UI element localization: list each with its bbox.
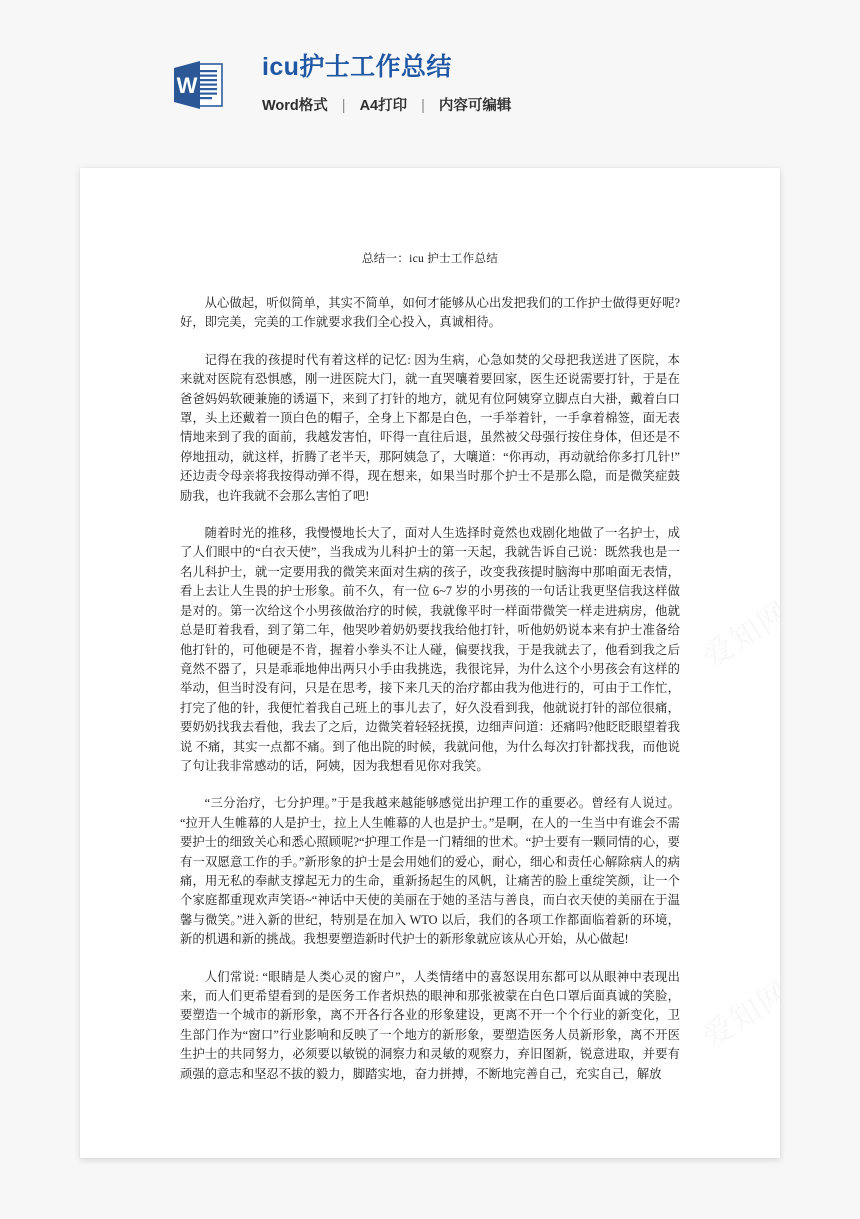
paragraph: 人们常说: “眼睛是人类心灵的窗户”，人类情绪中的喜怒误用东都可以从眼神中表现出来，而人们更希望看到的是医务工作者炽热的眼神和那张被蒙在白色口罩后面真诚的笑脸，要塑造一个城市的新形象，离不开各行各业的形象建设，更离不开一个个行业的新变化，卫生部门作为“窗口”行业影响和反映了一个地方的新形象，要塑造医务人员新形象，离不开医生护士的共同努力，必须要以敏锐的洞察力和灵敏的观察力，弃旧图新，锐意进取，并要有顽强的意志和坚忍不拔的毅力，脚踏实地，奋力拼搏，不断地完善自己，充实自己，解放 [180, 969, 680, 1081]
page-body [80, 168, 780, 1158]
meta-separator-2: | [421, 98, 425, 114]
page-title: icu护士工作总结 [262, 53, 452, 81]
document-page [80, 168, 780, 1158]
paragraph: 记得在我的孩提时代有着这样的记忆: 因为生病，心急如焚的父母把我送进了医院，本来就对医院有恐惧感，刚一进医院大门，就一直哭嚷着要回家，医生还说需要打针，于是在爸爸妈妈软硬兼施的诱逼下，来到了打针的地方，就见有位阿姨穿立脚点白大褂，戴着白口罩，头上还戴着一顶白色的帽子，全身上下都是白色，一手举着针，一手拿着棉签，面无表情地来到了我的面前，我越发害怕，吓得一直往后退，虽然被父母强行按住身体，但还是不停地扭动，就这样，折腾了老半天，那阿姨急了，大嚷道：“你再动，再动就给你多打几针!”还边责令母亲将我按得动弹不得，现在想来，如果当时那个护士不是那么隐，而是微笑症鼓励我，也许我就不会那么害怕了吧! [180, 352, 680, 503]
meta-separator-1: | [341, 98, 346, 114]
meta-print: A4打印 [359, 98, 408, 114]
header-text-block [262, 52, 511, 116]
watermark-secondary [693, 968, 780, 1056]
paragraph: 随着时光的推移，我慢慢地长大了，面对人生选择时竟然也戏剧化地做了一名护士，成了人们眼中的“白衣天使”，当我成为儿科护士的第一天起，我就告诉自己说：既然我也是一名儿科护士，就一定要用我的微笑来面对生病的孩子，改变我孩提时脑海中那咱面无表情，看上去让人生畏的护士形象。前不久，有一位 6~7 岁的小男孩的一句话让我更坚信我这样做是对的。第一次给这个小男孩做治疗的时候，我就像平时一样面带微笑一样走进病房，他就总是盯着我看，到了第二年，他哭吵着奶奶要找我给他打针，听他奶奶说本来有护士准备给他打针的，可他硬是不肯，握着小拳头不让人碰，偏要找我，于是我就去了，他看到我之后竟然不器了，只是乖乖地伸出两只小手由我挑选，我很诧异，为什么这个小男孩会有这样的举动，但当时没有问，只是在思考，接下来几天的治疗都由我为他进行的，可由于工作忙，打完了他的针，我便忙着我自己班上的事儿去了，好久没看到我，他就说打针的部位很痛，要奶奶找我去看他，我去了之后，边微笑着轻轻抚摸，边细声问道：还痛吗?他眨眨眼望着我说 不痛，其实一点都不痛。到了他出院的时候，我就问他，为什么每次打针都找我，而他说了句让我非常感动的话，阿姨，因为我想看见你对我笑。 [180, 526, 680, 773]
word-document-icon [168, 54, 230, 116]
document-header [0, 0, 860, 168]
document-content [180, 250, 680, 1084]
header-inner [168, 52, 511, 116]
meta-format: Word格式 [262, 98, 328, 114]
paragraph: “三分治疗，七分护理。”于是我越来越能够感觉出护理工作的重要必。曾经有人说过。“拉开人生帷幕的人是护士，拉上人生帷幕的人也是护士。”是啊，在人的一生当中有谁会不需要护士的细致关心和悉心照顾呢?“护理工作是一门精细的世术。“护士要有一颗同情的心，要有一双愿意工作的手。”新形象的护士是会用她们的爱心，耐心，细心和责任心解除病人的病痛，用无私的奉献支撑起无力的生命，重新扬起生的风帆，让痛苦的脸上重绽笑颜，让一个个家庭都重现欢声笑语~“神话中天使的美丽在于她的圣洁与善良，而白衣天使的美丽在于温馨与微笑。”进入新的世纪，特别是在加入 WTO 以后，我们的各项工作都面临着新的环境，新的机遇和新的挑战。我想要塑造新时代护士的新形象就应该从心开始，从心做起! [180, 796, 680, 947]
svg-text:W: W [176, 73, 198, 98]
watermark [693, 588, 780, 676]
paragraph: 从心做起，听似简单，其实不简单，如何才能够从心出发把我们的工作护士做得更好呢?好，即完美，完美的工作就要求我们全心投入，真诚相待。 [180, 296, 680, 330]
section-heading: 总结一：icu 护士工作总结 [361, 253, 499, 265]
meta-editable: 内容可编辑 [438, 98, 512, 114]
document-meta [262, 96, 511, 116]
